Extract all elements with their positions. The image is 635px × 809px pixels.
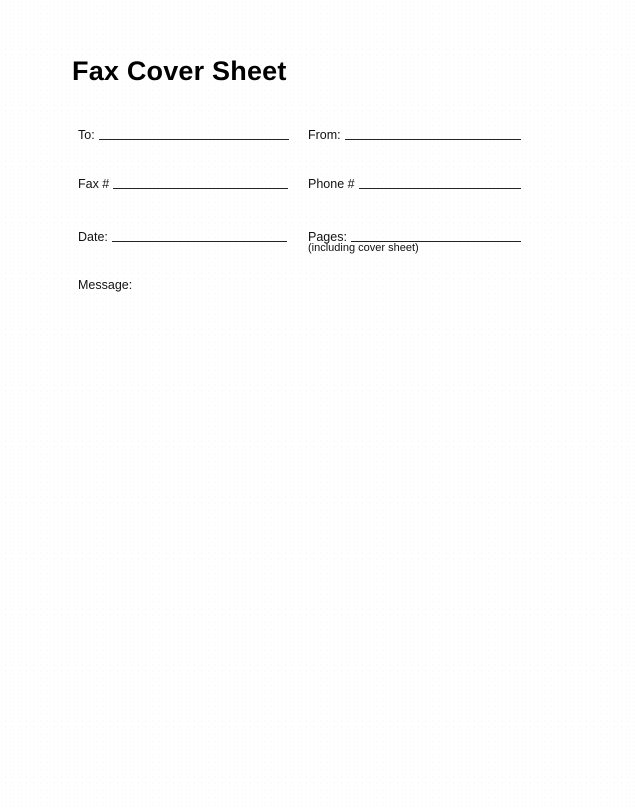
date-input-line[interactable] [112, 229, 287, 242]
page-title: Fax Cover Sheet [72, 56, 287, 86]
fax-input-line[interactable] [113, 176, 288, 189]
date-label: Date: [78, 230, 108, 244]
phone-input-line[interactable] [359, 176, 521, 189]
pages-note: (including cover sheet) [308, 242, 419, 254]
to-input-line[interactable] [99, 127, 289, 140]
from-label: From: [308, 128, 341, 142]
from-input-line[interactable] [345, 127, 521, 140]
date-field [78, 229, 287, 244]
fax-field [78, 176, 288, 191]
fax-label: Fax # [78, 177, 110, 191]
phone-label: Phone # [308, 177, 355, 191]
to-field [78, 127, 289, 142]
phone-field [308, 176, 521, 191]
to-label: To: [78, 128, 95, 142]
pages-label: Pages: [308, 230, 347, 244]
from-field [308, 127, 521, 142]
pages-input-line[interactable] [351, 229, 521, 242]
message-label: Message: [78, 278, 133, 292]
